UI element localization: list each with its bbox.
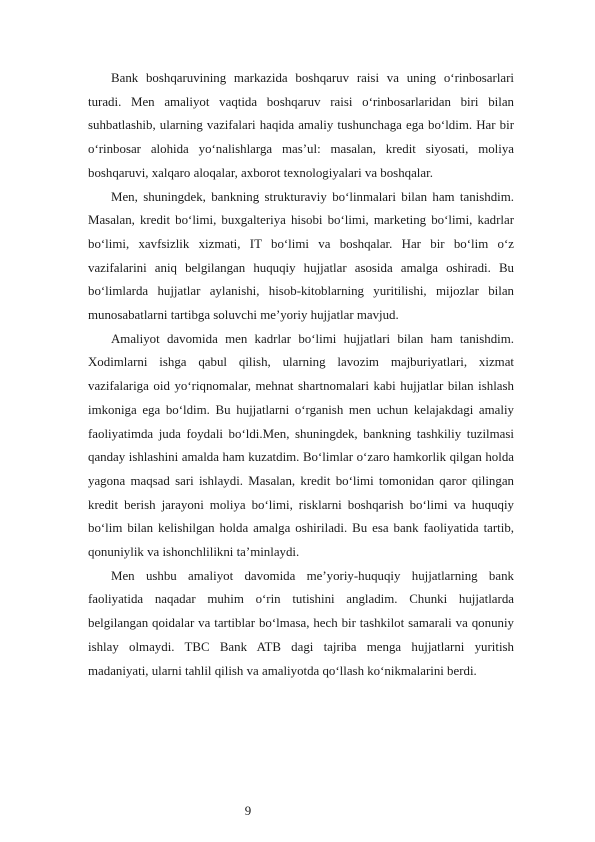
document-body — [88, 67, 514, 683]
paragraph: Men ushbu amaliyot davomida me’yoriy-huquqiy hujjatlarning bank faoliyatida naqadar muhim o‘rin tutishini angladim. Chunki hujjatlarda belgilangan qoidalar va tartiblar bo‘lmasa, hech bir tashkilot samarali va qonuniy ishlay olmaydi. TBC Bank ATB dagi tajriba menga hujjatlarni yuritish madaniyati, ularni tahlil qilish va amaliyotda qo‘llash ko‘nikmalarini berdi. — [88, 568, 514, 678]
paragraph: Bank boshqaruvining markazida boshqaruv raisi va uning o‘rinbosarlari turadi. Men amaliyot vaqtida boshqaruv raisi o‘rinbosarlaridan biri bilan suhbatlashib, ularning vazifalari haqida amaliy tushunchaga ega bo‘ldim. Har bir o‘rinbosar alohida yo‘nalishlarga mas’ul: masalan, kredit siyosati, moliya boshqaruvi, xalqaro aloqalar, axborot texnologiyalari va boshqalar. — [88, 71, 514, 180]
page-number: 9 — [244, 804, 252, 818]
paragraph: Men, shuningdek, bankning strukturaviy bo‘linmalari bilan ham tanishdim. Masalan, kredit bo‘limi, buxgalteriya hisobi bo‘limi, marketing bo‘limi, kadrlar bo‘limi, xavfsizlik xizmati, IT bo‘limi va boshqalar. Har bir bo‘lim o‘z vazifalarini aniq belgilangan huquqiy hujjatlar asosida amalga oshiradi. Bu bo‘limlarda hujjatlar aylanishi, hisob-kitoblarning yuritilishi, mijozlar bilan munosabatlarni tartibga soluvchi me’yoriy hujjatlar mavjud. — [88, 189, 514, 323]
paragraph: Amaliyot davomida men kadrlar bo‘limi hujjatlari bilan ham tanishdim. Xodimlarni ishga qabul qilish, ularning lavozim majburiyatlari, xizmat vazifalariga oid yo‘riqnomalar, mehnat shartnomalari kabi hujjatlar bilan ishlash imkoniga ega bo‘ldim. Bu hujjatlarni o‘rganish men uchun kelajakdagi amaliy faoliyatimda juda foydali bo‘ldi.Men, shuningdek, bankning tashkiliy tuzilmasi qanday ishlashini amalda ham kuzatdim. Bo‘limlar o‘zaro hamkorlik qilgan holda yagona maqsad sari ishlaydi. Masalan, kredit bo‘limi tomonidan qaror qilingan kredit berish jarayoni moliya bo‘limi, risklarni boshqarish bo‘limi va huquqiy bo‘lim bilan kelishilgan holda amalga oshiriladi. Bu esa bank faoliyatida tartib, qonuniylik va ishonchlilikni ta’minlaydi. — [88, 331, 514, 560]
